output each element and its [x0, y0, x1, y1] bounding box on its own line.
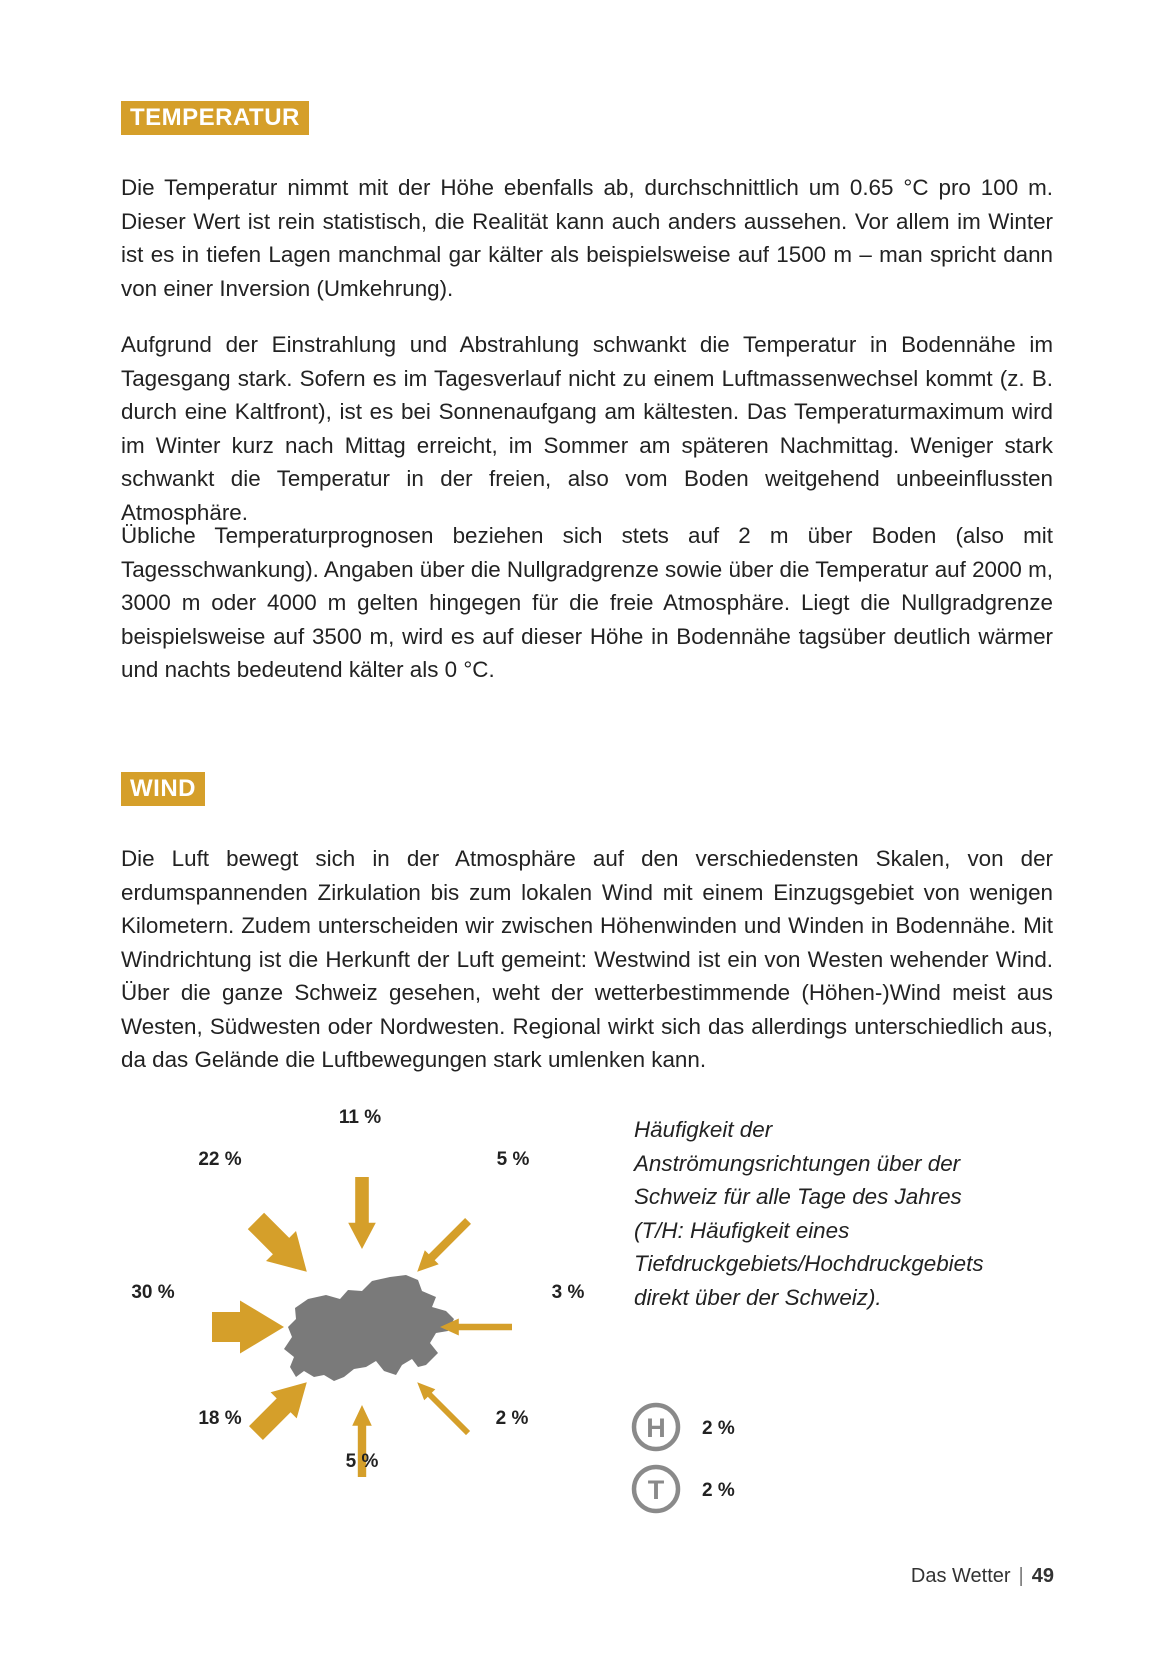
wind-direction-diagram: [100, 1105, 620, 1535]
wind-heading: WIND: [121, 772, 205, 806]
high-pressure-symbol: H: [646, 1413, 666, 1443]
wind-arrow-w: [212, 1301, 284, 1354]
wind-arrow-se: [417, 1382, 470, 1435]
wind-label-ne: 5 %: [496, 1149, 530, 1170]
high-pressure-entry: [634, 1405, 735, 1449]
wind-label-e: 3 %: [551, 1282, 585, 1303]
page-number: 49: [1031, 1565, 1054, 1587]
temperatur-paragraph-1: Die Temperatur nimmt mit der Höhe ebenfalls ab, durchschnittlich um 0.65 °C pro 100 m. Dieser Wert ist rein statistisch, die Realität kann auch anders aussehen. Vor allem im Winter ist es in tiefen Lagen manchmal gar kälter als beispielsweise auf 1500 m – man spricht dann von einer Inversion (Umkehrung).: [121, 175, 1053, 301]
switzerland-map: [284, 1275, 454, 1381]
temperatur-paragraph-3: Übliche Temperaturprognosen beziehen sich stets auf 2 m über Boden (also mit Tagesschwankung). Angaben über die Nullgradgrenze sowie über die Temperatur auf 2000 m, 3000 m oder 4000 m gelten hingegen für die freie Atmosphäre. Liegt die Nullgradgrenze beispielsweise auf 3500 m, wird es auf dieser Höhe in Bodennähe tagsüber deutlich wärmer und nachts bedeutend kälter als 0 °C.: [121, 523, 1053, 682]
high-pressure-value: 2 %: [702, 1418, 735, 1439]
wind-arrow-n: [348, 1177, 376, 1249]
wind-label-w: 30 %: [131, 1282, 175, 1303]
temperatur-heading: TEMPERATUR: [121, 101, 309, 135]
wind-arrow-sw: [249, 1382, 307, 1440]
wind-label-s: 5 %: [345, 1451, 379, 1472]
low-pressure-entry: [634, 1467, 735, 1511]
wind-figure-caption: Häufigkeit der Anströmungsrichtungen über der Schweiz für alle Tage des Jahres (T/H: Häufigkeit eines Tiefdruckgebiets/Hochdruckgebiets direkt über der Schweiz).: [634, 1117, 984, 1310]
low-pressure-symbol: T: [647, 1475, 665, 1505]
wind-arrow-nw: [248, 1213, 307, 1272]
footer-separator: |: [1018, 1565, 1024, 1587]
pressure-legend: [630, 1400, 760, 1520]
wind-label-se: 2 %: [495, 1408, 529, 1429]
wind-label-n: 11 %: [338, 1107, 382, 1128]
low-pressure-value: 2 %: [702, 1480, 735, 1501]
wind-label-nw: 22 %: [198, 1149, 242, 1170]
wind-arrow-ne: [417, 1218, 471, 1272]
footer-section-title: Das Wetter: [910, 1565, 1011, 1587]
temperatur-paragraph-2: Aufgrund der Einstrahlung und Abstrahlung schwankt die Temperatur in Bodennähe im Tagesgang stark. Sofern es im Tagesverlauf nicht zu einem Luftmassenwechsel kommt (z. B. durch eine Kaltfront), ist es bei Sonnenaufgang am kältesten. Das Temperaturmaximum wird im Winter kurz nach Mittag erreicht, im Sommer am späteren Nachmittag. Weniger stark schwankt die Temperatur in der freien, also vom Boden weitgehend unbeeinflussten Atmosphäre.: [121, 332, 1053, 525]
wind-paragraph-1: Die Luft bewegt sich in der Atmosphäre auf den verschiedensten Skalen, von der erdumspannenden Zirkulation bis zum lokalen Wind mit einem Einzugsgebiet von wenigen Kilometern. Zudem unterscheiden wir zwischen Höhenwinden und Winden in Bodennähe. Mit Windrichtung ist die Herkunft der Luft gemeint: Westwind ist ein von Westen wehender Wind. Über die ganze Schweiz gesehen, weht der wetterbestimmende (Höhen-)Wind meist aus Westen, Südwesten oder Nordwesten. Regional wirkt sich das allerdings unterschiedlich aus, da das Gelände die Luftbewegungen stark umlenken kann.: [121, 846, 1053, 1072]
page-footer: [880, 1565, 1054, 1588]
wind-label-sw: 18 %: [198, 1408, 242, 1429]
